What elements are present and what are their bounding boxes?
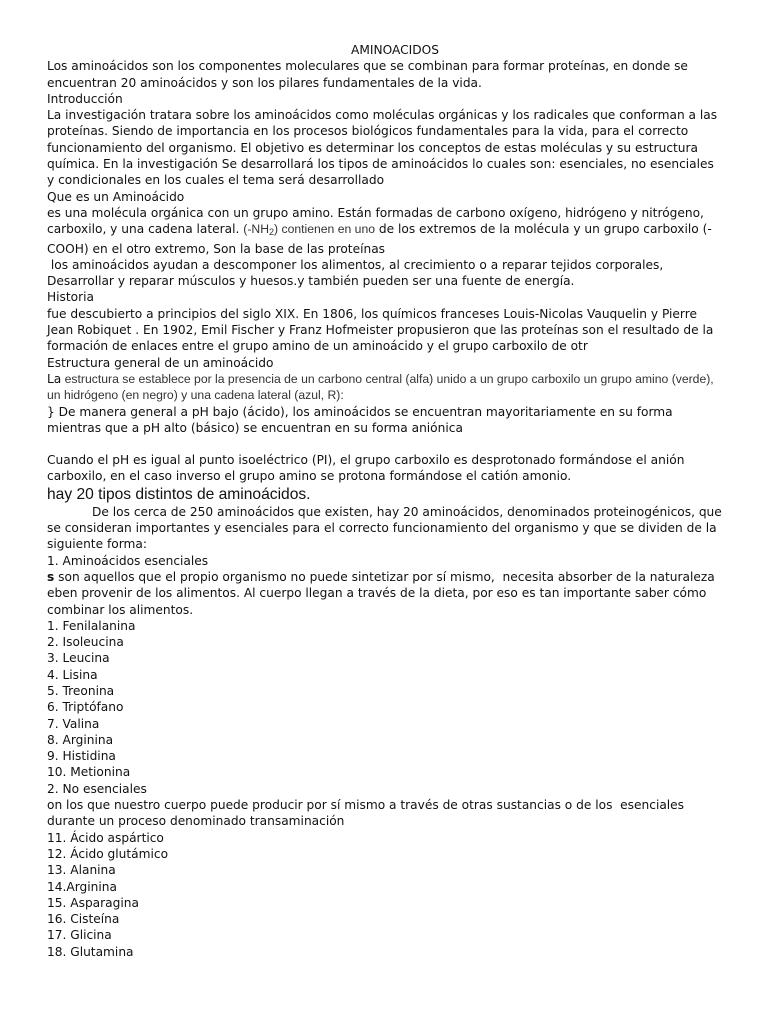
heading-que-es: Que es un Aminoácido	[47, 189, 185, 204]
que-es-paragraph	[47, 205, 723, 257]
esenciales-text: son aquellos que el propio organismo no puede sintetizar por sí mismo, necesita absorber de la naturaleza eben provenir de los alimentos. Al cuerpo llegan a través de la dieta, por eso es tan importante saber cómo combinar los alimentos.	[47, 569, 719, 617]
que-es-text-b: de los extremos de la molécula y un grupo carboxilo (-COOH) en el otro extremo, Son la base de las proteínas	[47, 222, 712, 256]
no-esenciales-paragraph: on los que nuestro cuerpo puede producir por sí mismo a través de otras sustancias o de los esenciales durante un proceso denominado transaminación	[47, 798, 688, 829]
tipos-paragraph: De los cerca de 250 aminoácidos que existen, hay 20 aminoácidos, denominados proteinogénicos, que se consideran importantes y esenciales para el correcto funcionamiento del organismo y que se dividen de la siguiente forma:	[47, 504, 722, 552]
pi-paragraph: Cuando el pH es igual al punto isoeléctrico (PI), el grupo carboxilo es desprotonado formándose el anión carboxilo, en el caso inverso el grupo amino se protona formándose el catión amonio.	[47, 453, 685, 484]
document-page	[47, 42, 723, 960]
list-item: 3. Leucina	[47, 651, 110, 666]
list-item: 8. Arginina	[47, 732, 114, 747]
blank-line	[47, 436, 723, 452]
list-item: 12. Ácido glutámico	[47, 846, 169, 861]
list-item: 10. Metionina	[47, 765, 131, 780]
esenciales-s: s	[47, 569, 55, 584]
historia-paragraph: fue descubierto a principios del siglo XIX. En 1806, los químicos franceses Louis-Nicolas Vauquelin y Pierre Jean Robiquet . En 1902, Emil Fischer y Franz Hofmeister propusieron que las proteínas son el resultado de la formación de enlaces entre el grupo amino de un aminoácido y el grupo carboxilo de otr	[47, 306, 714, 354]
nh2-formula	[243, 222, 375, 236]
heading-tipos: hay 20 tipos distintos de aminoácidos.	[47, 485, 311, 503]
list-item: 6. Triptófano	[47, 700, 124, 715]
no-esenciales-list	[47, 830, 723, 960]
list-item: 13. Alanina	[47, 863, 116, 878]
esenciales-list	[47, 618, 723, 781]
esenciales-paragraph	[47, 569, 723, 618]
document-title: AMINOACIDOS	[351, 43, 439, 57]
list-item: 9. Histidina	[47, 749, 116, 764]
list-item: 7. Valina	[47, 716, 100, 731]
list-item: 14.Arginina	[47, 879, 117, 894]
list-item: 15. Asparagina	[47, 895, 139, 910]
heading-estructura: Estructura general de un aminoácido	[47, 355, 274, 370]
introduccion-paragraph: La investigación tratara sobre los aminoácidos como moléculas orgánicas y los radicales que conforman a las proteínas. Siendo de importancia en los procesos biológicos fundamentales para la vida, para el correcto funcionamiento del organismo. El objetivo es determinar los conceptos de estas moléculas y su estructura química. En la investigación Se desarrollará los tipos de aminoácidos lo cuales son: esenciales, no esenciales y condicionales en los cuales el tema será desarrollado	[47, 108, 718, 188]
list-item: 1. Fenilalanina	[47, 618, 136, 633]
estructura-text: estructura se establece por la presencia de un carbono central (alfa) unido a un grupo carboxilo un grupo amino (verde), un hidrógeno (en negro) y una cadena lateral (azul, R):	[47, 371, 714, 403]
estructura-la: La	[47, 371, 62, 386]
list-item: 11. Ácido aspártico	[47, 830, 164, 845]
nh2-close: ) contienen en uno	[274, 222, 375, 237]
list-item: 16. Cisteína	[47, 912, 120, 927]
heading-esenciales: 1. Aminoácidos esenciales	[47, 553, 209, 568]
nh2-open: (-NH	[243, 222, 270, 237]
list-item: 18. Glutamina	[47, 944, 134, 959]
list-item: 4. Lisina	[47, 667, 98, 682]
nh2-subscript: 2	[269, 227, 275, 238]
list-item: 5. Treonina	[47, 683, 115, 698]
list-item: 2. Isoleucina	[47, 635, 124, 650]
ph-paragraph: } De manera general a pH bajo (ácido), los aminoácidos se encuentran mayoritariamente en su forma mientras que a pH alto (básico) se encuentran en su forma aniónica	[47, 404, 673, 435]
intro-paragraph: Los aminoácidos son los componentes moleculares que se combinan para formar proteínas, en donde se encuentran 20 aminoácidos y son los pilares fundamentales de la vida.	[47, 59, 688, 90]
estructura-paragraph	[47, 371, 723, 404]
list-item: 17. Glicina	[47, 928, 112, 943]
heading-no-esenciales: 2. No esenciales	[47, 781, 147, 796]
heading-introduccion: Introducción	[47, 91, 123, 106]
que-es-paragraph-2: los aminoácidos ayudan a descomponer los alimentos, al crecimiento o a reparar tejidos corporales, Desarrollar y reparar músculos y huesos.y también pueden ser una fuente de energía.	[47, 257, 668, 289]
que-es-text-a: es una molécula orgánica con un grupo amino. Están formadas de carbono oxígeno, hidrógeno y nitrógeno, carboxilo, y una cadena lateral.	[47, 205, 704, 237]
heading-historia: Historia	[47, 290, 95, 305]
